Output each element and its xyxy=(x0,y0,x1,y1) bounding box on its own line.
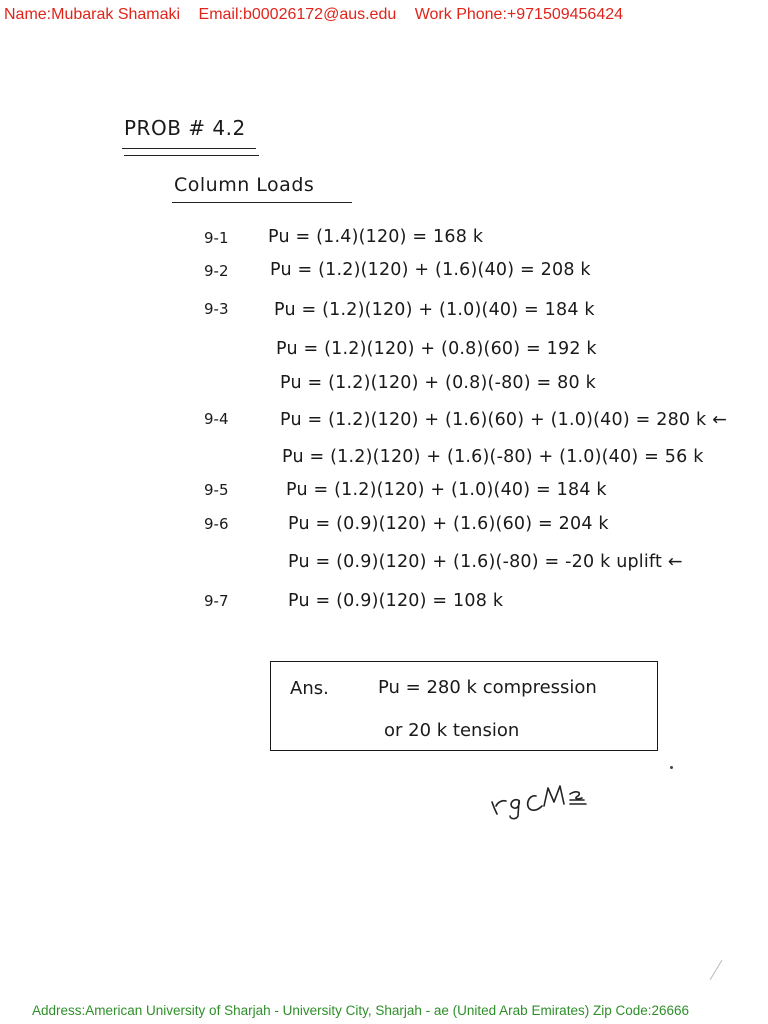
case-label-9-6: 9-6 xyxy=(204,515,229,533)
case-label-9-1: 9-1 xyxy=(204,229,229,247)
equation: Pu = (1.2)(120) + (0.8)(60) = 192 k xyxy=(276,339,597,359)
section-heading: Column Loads xyxy=(174,174,315,196)
title-double-underline xyxy=(124,155,259,156)
equation: Pu = (1.2)(120) + (1.6)(-80) + (1.0)(40) = 56 k xyxy=(282,447,704,467)
equation: Pu = (1.2)(120) + (1.6)(40) = 208 k xyxy=(270,260,591,280)
equation: Pu = (1.2)(120) + (1.6)(60) + (1.0)(40) = 280 k ← xyxy=(280,410,727,430)
contact-name: Name:Mubarak Shamaki xyxy=(4,6,181,23)
equation: Pu = (1.4)(120) = 168 k xyxy=(268,227,484,247)
contact-header xyxy=(4,6,764,24)
case-label-9-2: 9-2 xyxy=(204,262,229,280)
equation: Pu = (1.2)(120) + (1.0)(40) = 184 k xyxy=(286,480,607,500)
case-label-9-5: 9-5 xyxy=(204,481,229,499)
equation: Pu = (0.9)(120) + (1.6)(60) = 204 k xyxy=(288,514,609,534)
title-underline xyxy=(122,148,256,149)
contact-email: Email:b00026172@aus.edu xyxy=(198,6,397,23)
address-footer: Address:American University of Sharjah - University City, Sharjah - ae (United Arab Emirates) Zip Code:26666 xyxy=(32,1003,690,1018)
equation: Pu = (1.2)(120) + (1.0)(40) = 184 k xyxy=(274,300,595,320)
answer-line-compression: Pu = 280 k compression xyxy=(378,677,597,698)
stray-pen-mark xyxy=(706,958,726,984)
equation: Pu = (0.9)(120) + (1.6)(-80) = -20 k uplift ← xyxy=(288,552,683,572)
contact-phone: Work Phone:+971509456424 xyxy=(414,6,624,23)
handwritten-signature xyxy=(488,780,608,820)
answer-label: Ans. xyxy=(290,678,329,699)
stray-mark xyxy=(670,766,673,769)
answer-line-tension: or 20 k tension xyxy=(384,720,520,741)
case-label-9-7: 9-7 xyxy=(204,592,229,610)
equation: Pu = (1.2)(120) + (0.8)(-80) = 80 k xyxy=(280,373,596,393)
heading-underline xyxy=(172,202,352,203)
equation: Pu = (0.9)(120) = 108 k xyxy=(288,591,504,611)
problem-title: PROB # 4.2 xyxy=(124,116,246,140)
case-label-9-4: 9-4 xyxy=(204,410,229,428)
case-label-9-3: 9-3 xyxy=(204,300,229,318)
